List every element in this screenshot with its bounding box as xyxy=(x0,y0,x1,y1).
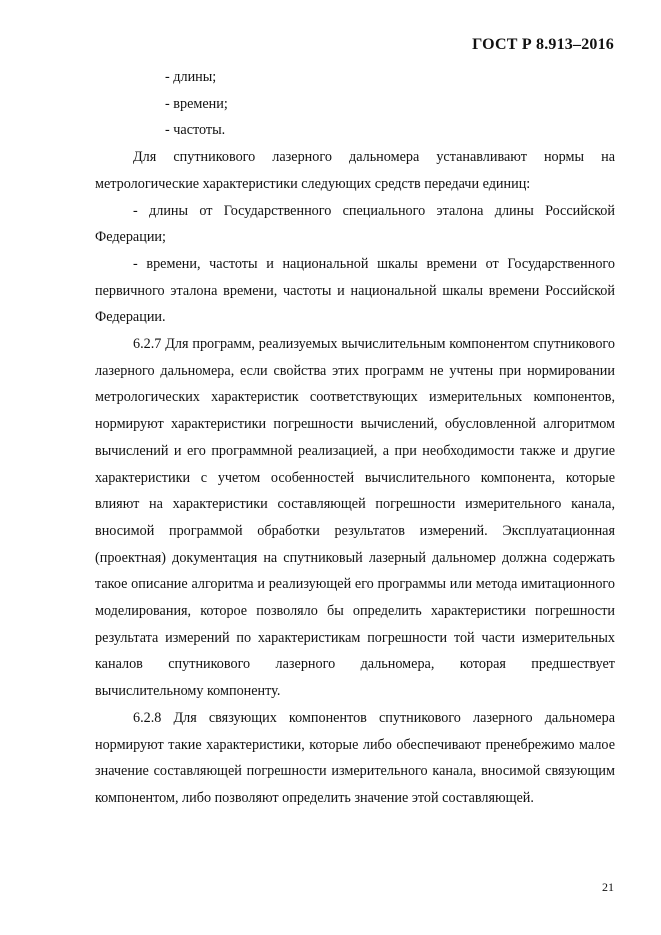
paragraph-length-standard: - длины от Государственного специального эталона длины Российской Федерации; xyxy=(95,202,615,246)
paragraph-6-2-7: 6.2.7 Для программ, реализуемых вычислительным компонентом спутникового лазерного дальномера, если свойства этих программ не учтены при нормировании метрологических характеристик соответствующих измерительных компонентов, нормируют характеристики погрешности вычислений, обусловленной алгоритмом вычислений и его программной реализацией, а при необходимости также и другие характеристики с учетом особенностей вычислительного компонента, которые влияют на характеристики составляющей погрешности измерительного канала, вносимой программой обработки результатов измерений. Эксплуатационная (проектная) документация на спутниковый лазерный дальномер должна содержать такое описание алгоритма и реализующей его программы или метода имитационного моделирования, которое позволяло бы определить характеристики погрешности результата измерений по характеристикам погрешности той части измерительных каналов спутникового лазерного дальномера, которая предшествует вычислительному компоненту. xyxy=(95,336,615,700)
list-item-length: - длины; xyxy=(165,69,217,85)
document-code-header: ГОСТ Р 8.913–2016 xyxy=(472,36,614,53)
paragraph-6-2-8: 6.2.8 Для связующих компонентов спутникового лазерного дальномера нормируют такие характеристики, которые либо обеспечивают пренебрежимо малое значение составляющей погрешности измерительного канала, вносимой связующим компонентом, либо позволяют определить значение этой составляющей. xyxy=(95,709,615,806)
list-item-time: - времени; xyxy=(165,95,228,112)
paragraph-norms-intro: Для спутникового лазерного дальномера устанавливают нормы на метрологические характеристики следующих средств передачи единиц: xyxy=(95,149,615,192)
list-item-frequency: - частоты. xyxy=(165,122,226,139)
paragraph-time-standard: - времени, частоты и национальной шкалы времени от Государственного первичного эталона времени, частоты и национальной шкалы времени Российской Федерации. xyxy=(95,255,615,326)
page-body xyxy=(95,64,615,812)
unit-list xyxy=(95,64,615,144)
page-number: 21 xyxy=(602,880,614,894)
